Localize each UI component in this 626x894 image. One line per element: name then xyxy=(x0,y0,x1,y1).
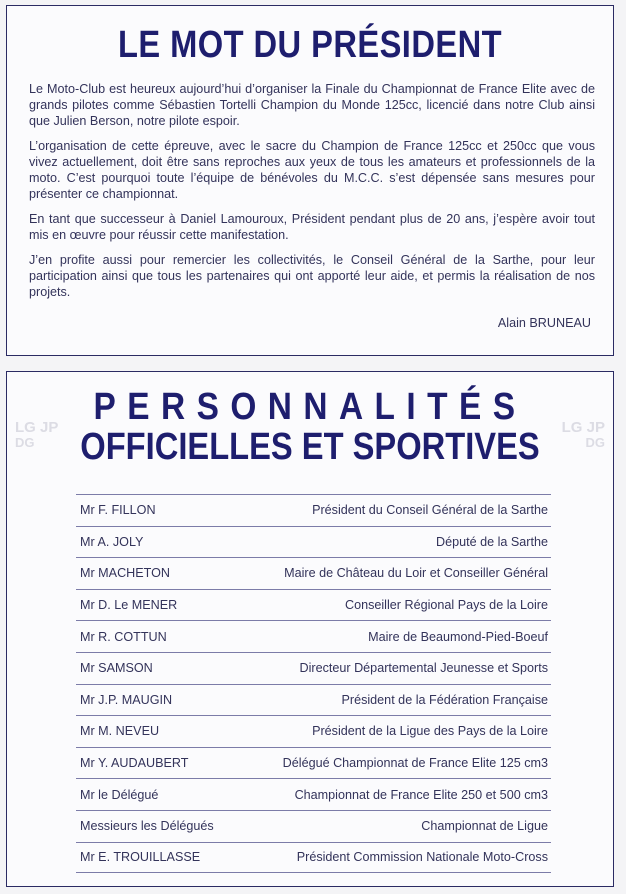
official-name: Mr Y. AUDAUBERT xyxy=(80,756,189,771)
list-item xyxy=(76,810,551,842)
official-role: Maire de Beaumond-Pied-Boeuf xyxy=(368,629,548,644)
official-role: Président de la Ligue des Pays de la Loire xyxy=(312,724,548,739)
official-name: Mr MACHETON xyxy=(80,566,171,581)
official-role: Délégué Championnat de France Elite 125 cm3 xyxy=(282,756,548,771)
watermark-logo-right: LG JP DG xyxy=(561,419,605,450)
official-role: Maire de Château du Loir et Conseiller Général xyxy=(284,566,548,581)
official-name: Mr le Délégué xyxy=(80,787,159,802)
list-item xyxy=(76,684,551,716)
list-item xyxy=(76,715,551,747)
official-role: Championnat de France Elite 250 et 500 cm3 xyxy=(294,787,548,802)
official-role: Directeur Départemental Jeunesse et Sports xyxy=(299,661,548,676)
list-item xyxy=(76,842,551,874)
list-item xyxy=(76,589,551,621)
official-name: Mr R. COTTUN xyxy=(80,629,167,644)
list-item xyxy=(76,494,551,526)
officials-list xyxy=(76,494,551,873)
president-title: LE MOT DU PRÉSIDENT xyxy=(117,24,503,66)
official-role: Championnat de Ligue xyxy=(421,819,548,834)
list-item xyxy=(76,652,551,684)
official-role: Président du Conseil Général de la Sarthe xyxy=(312,503,548,518)
official-name: Messieurs les Délégués xyxy=(80,819,214,834)
official-name: Mr SAMSON xyxy=(80,661,153,676)
paragraph-2: L’organisation de cette épreuve, avec le sacre du Champion de France 125cc et 250cc que vous vivez actuellement, doit être sans reproches aux yeux de tous les amateurs et professionnels de la moto. C’est pourquoi toute l’équipe de bénévoles du M.C.C. s’est dépensée sans mesures pour présenter ce championnat. xyxy=(29,139,595,201)
paragraph-4: J’en profite aussi pour remercier les collectivités, le Conseil Général de la Sarthe, pour leur participation ainsi que tous les partenaires qui ont apporté leur aide, et permis la réalisation de nos projets. xyxy=(29,253,595,299)
official-name: Mr E. TROUILLASSE xyxy=(80,850,201,865)
paragraph-1: Le Moto-Club est heureux aujourd’hui d’organiser la Finale du Championnat de France Elite avec de grands pilotes comme Sébastien Tortelli Champion du Monde 125cc, licencié dans notre Club ainsi que Julien Berson, notre pilote espoir. xyxy=(29,82,595,128)
official-name: Mr M. NEVEU xyxy=(80,724,160,739)
list-item xyxy=(76,620,551,652)
officials-title-line2: OFFICIELLES ET SPORTIVES xyxy=(80,426,540,468)
president-message-text xyxy=(29,81,595,309)
paragraph-3: En tant que successeur à Daniel Lamouroux, Président pendant plus de 20 ans, j’espère avoir tout mis en œuvre pour réussir cette manifestation. xyxy=(29,212,595,242)
official-name: Mr J.P. MAUGIN xyxy=(80,692,173,707)
official-name: Mr D. Le MENER xyxy=(80,598,178,613)
watermark-logo-left: LG JP DG xyxy=(15,419,59,450)
officials-panel xyxy=(6,371,614,887)
official-role: Conseiller Régional Pays de la Loire xyxy=(344,598,548,613)
officials-title-line1: PERSONNALITÉS xyxy=(93,386,527,428)
president-signature: Alain BRUNEAU xyxy=(497,316,591,330)
list-item xyxy=(76,526,551,558)
official-role: Député de la Sarthe xyxy=(435,534,548,549)
official-role: Président Commission Nationale Moto-Cross xyxy=(296,850,548,865)
president-message-panel xyxy=(6,5,614,356)
official-role: Président de la Fédération Française xyxy=(341,692,548,707)
official-name: Mr A. JOLY xyxy=(80,534,144,549)
list-item xyxy=(76,747,551,779)
official-name: Mr F. FILLON xyxy=(80,503,156,518)
list-item xyxy=(76,778,551,810)
list-item xyxy=(76,557,551,589)
